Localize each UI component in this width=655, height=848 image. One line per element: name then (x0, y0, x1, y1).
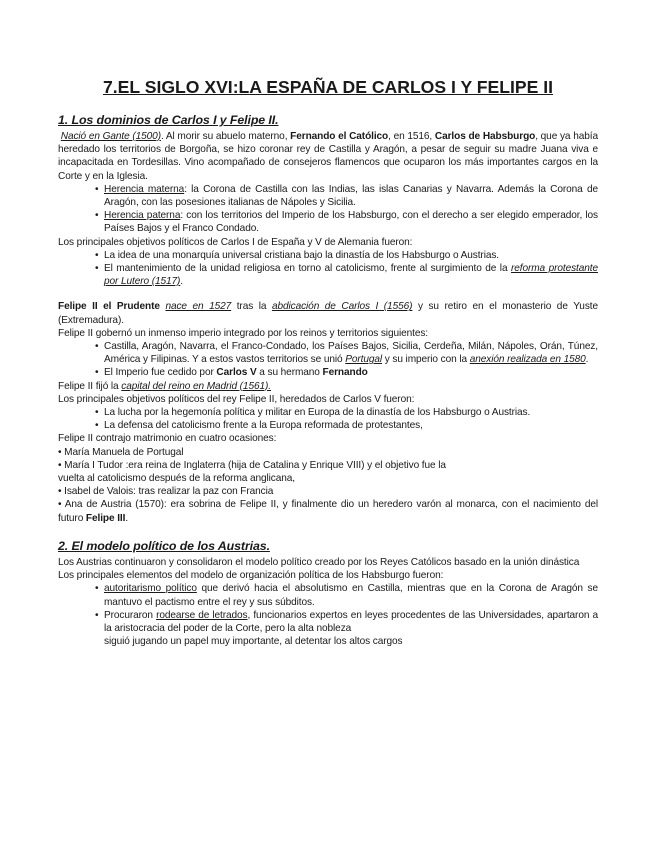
empire-list (58, 340, 598, 380)
list-item: • Herencia paterna: con los territorios del Imperio de los Habsburgo, con el derecho a ser elegido emperador, los Países Bajos y el Franco Condado. (58, 209, 598, 235)
list-item: • El Imperio fue cedido por Carlos V a su hermano Fernando (58, 366, 598, 379)
document-title: 7.EL SIGLO XVI:LA ESPAÑA DE CARLOS I Y FELIPE II (102, 77, 554, 97)
section-1-intro: Nació en Gante (1500). Al morir su abuelo materno, Fernando el Católico, en 1516, Carlos de Habsburgo, que ya había heredado los territorios de Borgoña, se hizo coronar rey de Castilla y Aragón, a pesar de seguir su madre Juana viva e incapacitada en Tordesillas. Vino acompañado de consejeros flamencos que ocuparon los más importantes cargos en la Corte y en la Iglesia. (58, 131, 598, 182)
birth-link: Nació en Gante (1500) (60, 131, 161, 142)
section-2-p2: Los principales elementos del modelo de organización política de los Habsburgo fueron: (58, 570, 444, 582)
marriage-3: • Isabel de Valois: tras realizar la paz con Francia (58, 486, 274, 498)
list-item: • autoritarismo político que derivó hacia el absolutismo en Castilla, mientras que en la Corona de Aragón se mantuvo el pactismo entre el rey y sus súbditos. (58, 582, 598, 608)
marriage-2: • María I Tudor :era reina de Inglaterra (hija de Catalina y Enrique VIII) y el objetivo fue la (58, 459, 446, 471)
section-1-heading: 1. Los dominios de Carlos I y Felipe II. (58, 113, 279, 127)
felipe-objectives-list (58, 406, 598, 432)
document-page (58, 76, 598, 648)
inheritance-list (58, 183, 598, 236)
list-item: • Procuraron rodearse de letrados, funcionarios expertos en leyes procedentes de las Universidades, apartaron a la aristocracia del poder de la Corte, pero la alta nobleza siguió jugando un papel muy importante, al detentar los altos cargos (58, 609, 598, 649)
marriage-4: • Ana de Austria (1570): era sobrina de Felipe II, y finalmente dio un heredero varón al monarca, con el nacimiento del futuro Felipe III. (58, 499, 598, 524)
marriages-intro: Felipe II contrajo matrimonio en cuatro ocasiones: (58, 433, 277, 445)
marriage-2-cont: vuelta al catolicismo después de la reforma anglicana, (58, 473, 295, 485)
grandfather-name: Fernando el Católico (290, 131, 389, 142)
objectives-list (58, 249, 598, 289)
carlos-name: Carlos de Habsburgo (434, 131, 536, 142)
felipe-intro: Felipe II el Prudente nace en 1527 tras la abdicación de Carlos I (1556) y su retiro en el monasterio de Yuste (Extremadura). (58, 301, 598, 326)
list-item: • Castilla, Aragón, Navarra, el Franco-Condado, los Países Bajos, Sicilia, Cerdeña, Milán, Nápoles, Orán, Túnez, América y Filipinas. Y a estos vastos territorios se unió Portugal y su imperio con la anexión realizada en 1580. (58, 340, 598, 366)
list-item: • El mantenimiento de la unidad religiosa en torno al catolicismo, frente al surgimiento de la reforma protestante por Lutero (1517). (58, 262, 598, 288)
objectives-intro: Los principales objetivos políticos de Carlos I de España y V de Alemania fueron: (58, 236, 413, 248)
marriage-1: • María Manuela de Portugal (58, 446, 184, 458)
list-item: • La lucha por la hegemonía política y militar en Europa de la dinastía de los Habsburgo o Austrias. (58, 406, 598, 419)
section-2-p1: Los Austrias continuaron y consolidaron el modelo político creado por los Reyes Católicos basado en la unión dinástica (58, 556, 580, 568)
empire-intro: Felipe II gobernó un inmenso imperio integrado por los reinos y territorios siguientes: (58, 327, 429, 339)
section-2-heading: 2. El modelo político de los Austrias. (58, 538, 270, 553)
list-item: • La defensa del catolicismo frente a la Europa reformada de protestantes, (58, 419, 598, 432)
list-item: • Herencia materna: la Corona de Castilla con las Indias, las islas Canarias y Navarra. Además la Corona de Aragón, con las posesiones italianas de Nápoles y Sicilia. (58, 183, 598, 209)
list-item: • La idea de una monarquía universal cristiana bajo la dinastía de los Habsburgo o Austrias. (58, 249, 598, 262)
model-list (58, 582, 598, 648)
felipe-objectives-intro: Los principales objetivos políticos del rey Felipe II, heredados de Carlos V fueron: (58, 393, 415, 405)
capital-line: Felipe II fijó la capital del reino en Madrid (1561). (58, 380, 271, 392)
